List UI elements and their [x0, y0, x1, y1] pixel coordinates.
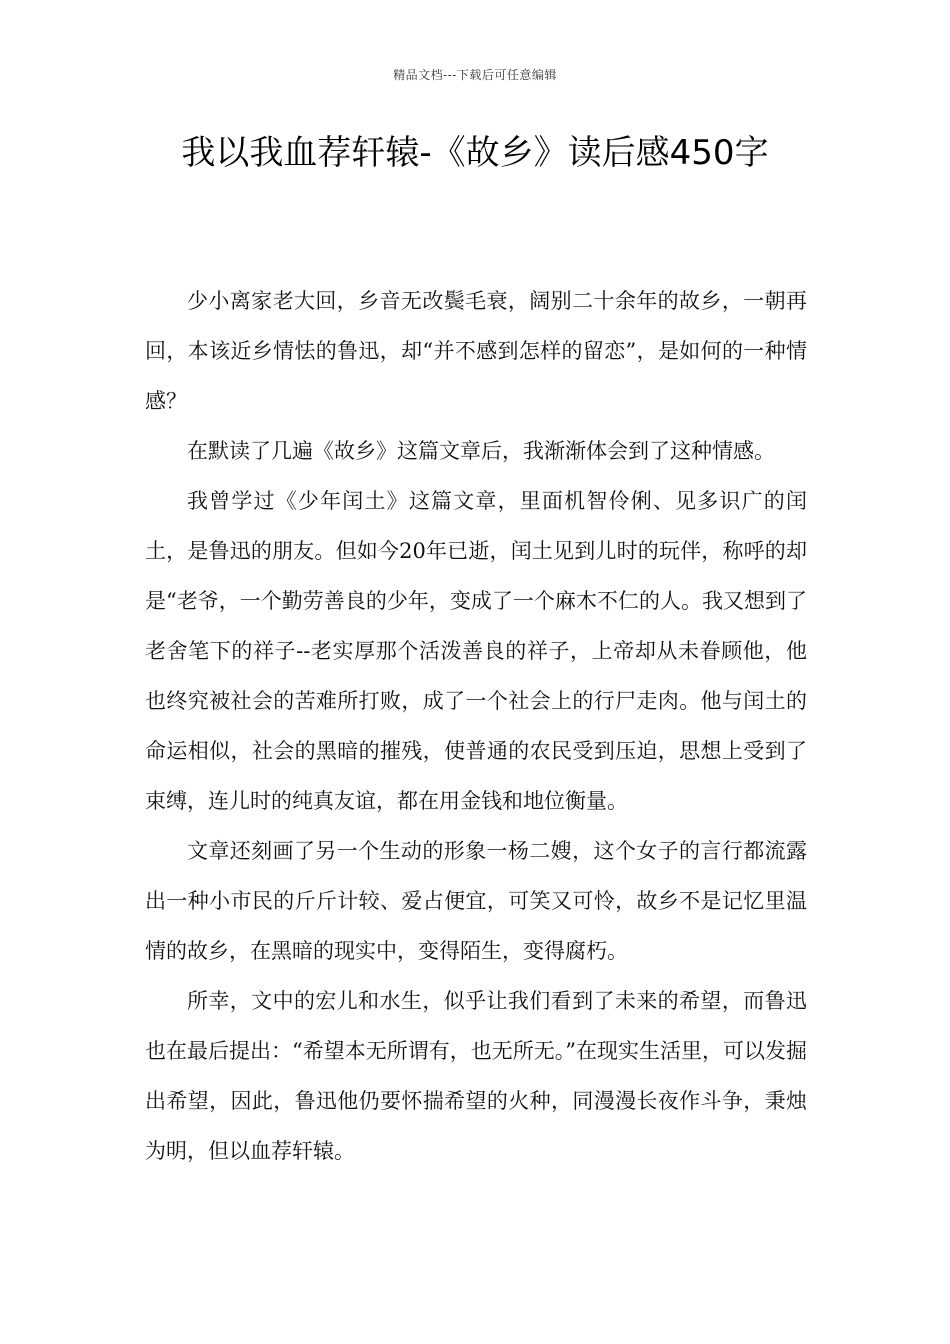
paragraph-5: 所幸，文中的宏儿和水生，似乎让我们看到了未来的希望，而鲁迅也在最后提出：“希望本无所谓有，也无所无。”在现实生活里，可以发掘出希望，因此，鲁迅他仍要怀揣希望的火种，同漫漫长夜作斗争，秉烛为明，但以血荐轩辕。 — [145, 989, 807, 1163]
paragraph-4: 文章还刻画了另一个生动的形象一杨二嫂，这个女子的言行都流露出一种小市民的斤斤计较、爱占便宜，可笑又可怜，故乡不是记忆里温情的故乡，在黑暗的现实中，变得陌生，变得腐朽。 — [145, 839, 807, 963]
document-title: 我以我血荐轩辕-《故乡》读后感450字 — [181, 133, 769, 173]
paragraph-2: 在默读了几遍《故乡》这篇文章后，我渐渐体会到了这种情感。 — [187, 439, 775, 463]
page-header-note: 精品文档---下载后可任意编辑 — [393, 68, 557, 82]
paragraph-1: 少小离家老大回，乡音无改鬓毛衰，阔别二十余年的故乡，一朝再回，本该近乡情怯的鲁迅，却“并不感到怎样的留恋”，是如何的一种情感？ — [145, 289, 807, 413]
document-body — [145, 276, 807, 1176]
paragraph-3: 我曾学过《少年闰土》这篇文章，里面机智伶俐、见多识广的闰土，是鲁迅的朋友。但如今20年已逝，闰土见到儿时的玩伴，称呼的却是“老爷，一个勤劳善良的少年，变成了一个麻木不仁的人。我又想到了老舍笔下的祥子--老实厚那个活泼善良的祥子，上帝却从未眷顾他，他也终究被社会的苦难所打败，成了一个社会上的行尸走肉。他与闰土的命运相似，社会的黑暗的摧残，使普通的农民受到压迫，思想上受到了束缚，连儿时的纯真友谊，都在用金钱和地位衡量。 — [145, 489, 807, 813]
